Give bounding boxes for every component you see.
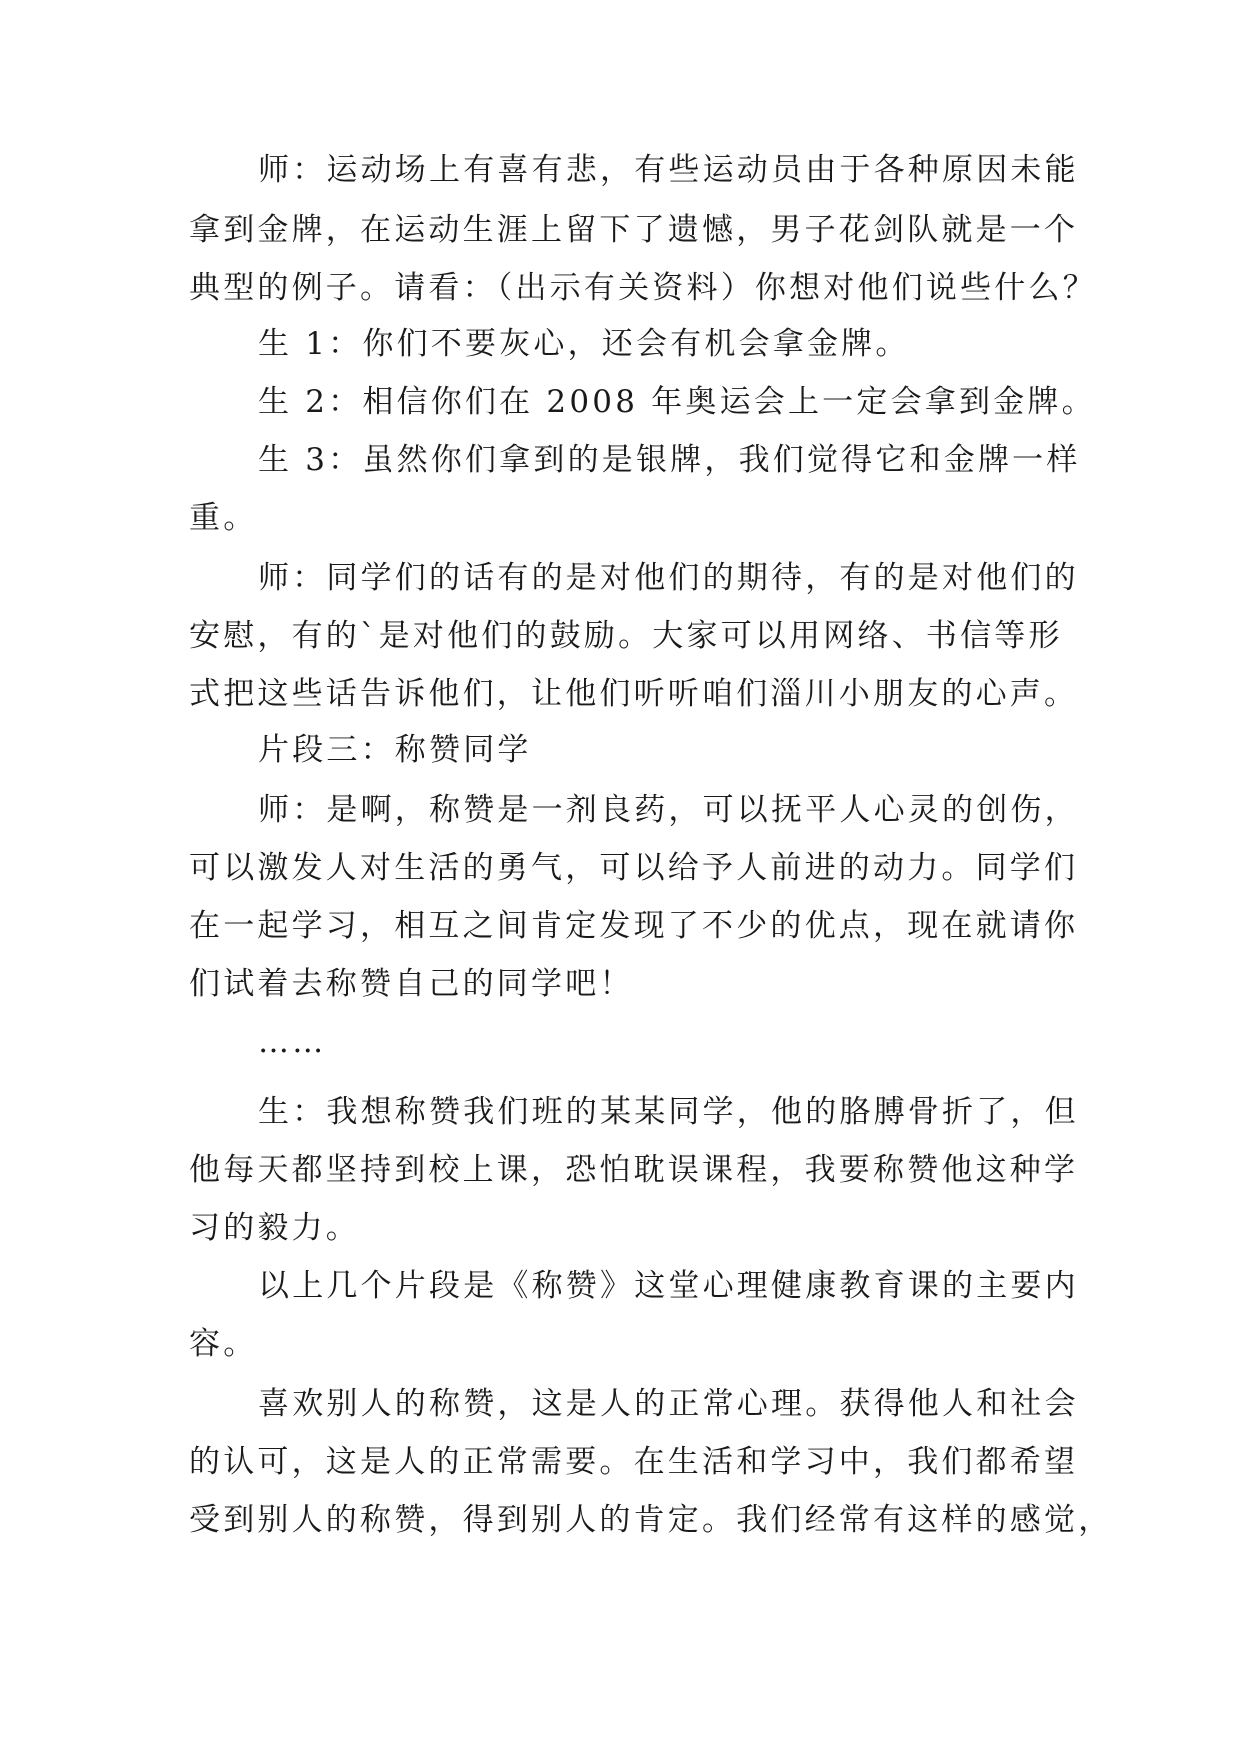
paragraph-line: 喜欢别人的称赞，这是人的正常心理。获得他人和社会 bbox=[258, 1386, 1079, 1422]
paragraph-line: 师：运动场上有喜有悲，有些运动员由于各种原因未能 bbox=[258, 152, 1079, 188]
paragraph-line: 习的毅力。 bbox=[189, 1210, 360, 1246]
paragraph-line: 容。 bbox=[189, 1326, 258, 1362]
paragraph-line: 典型的例子。请看：（出示有关资料）你想对他们说些什么？ bbox=[189, 270, 1097, 306]
paragraph-line: 的认可，这是人的正常需要。在生活和学习中，我们都希望 bbox=[189, 1444, 1079, 1480]
paragraph-line: 在一起学习，相互之间肯定发现了不少的优点，现在就请你 bbox=[189, 908, 1079, 944]
paragraph-line: 受到别人的称赞，得到别人的肯定。我们经常有这样的感觉， bbox=[189, 1502, 1113, 1538]
paragraph-line: 重。 bbox=[189, 500, 258, 536]
paragraph-line: 拿到金牌，在运动生涯上留下了遗憾，男子花剑队就是一个 bbox=[189, 212, 1079, 248]
paragraph-line: 们试着去称赞自己的同学吧！ bbox=[189, 966, 634, 1002]
paragraph-line: 生 1：你们不要灰心，还会有机会拿金牌。 bbox=[258, 326, 910, 362]
section-heading: 片段三：称赞同学 bbox=[258, 732, 532, 768]
paragraph-line: 可以激发人对生活的勇气，可以给予人前进的动力。同学们 bbox=[189, 850, 1079, 886]
paragraph-line: 式把这些话告诉他们，让他们听听咱们淄川小朋友的心声。 bbox=[189, 676, 1079, 712]
ellipsis-line: …… bbox=[258, 1024, 327, 1060]
paragraph-line: 师：是啊，称赞是一剂良药，可以抚平人心灵的创伤， bbox=[258, 792, 1079, 828]
paragraph-line: 以上几个片段是《称赞》这堂心理健康教育课的主要内 bbox=[258, 1268, 1079, 1304]
paragraph-line: 师：同学们的话有的是对他们的期待，有的是对他们的 bbox=[258, 560, 1079, 596]
paragraph-line: 安慰，有的`是对他们的鼓励。大家可以用网络、书信等形 bbox=[189, 618, 1063, 654]
paragraph-line: 生 2：相信你们在 2008 年奥运会上一定会拿到金牌。 bbox=[258, 384, 1096, 420]
paragraph-line: 他每天都坚持到校上课，恐怕耽误课程，我要称赞他这种学 bbox=[189, 1152, 1079, 1188]
paragraph-line: 生 3：虽然你们拿到的是银牌，我们觉得它和金牌一样 bbox=[258, 442, 1081, 478]
paragraph-line: 生：我想称赞我们班的某某同学，他的胳膊骨折了，但 bbox=[258, 1094, 1079, 1130]
